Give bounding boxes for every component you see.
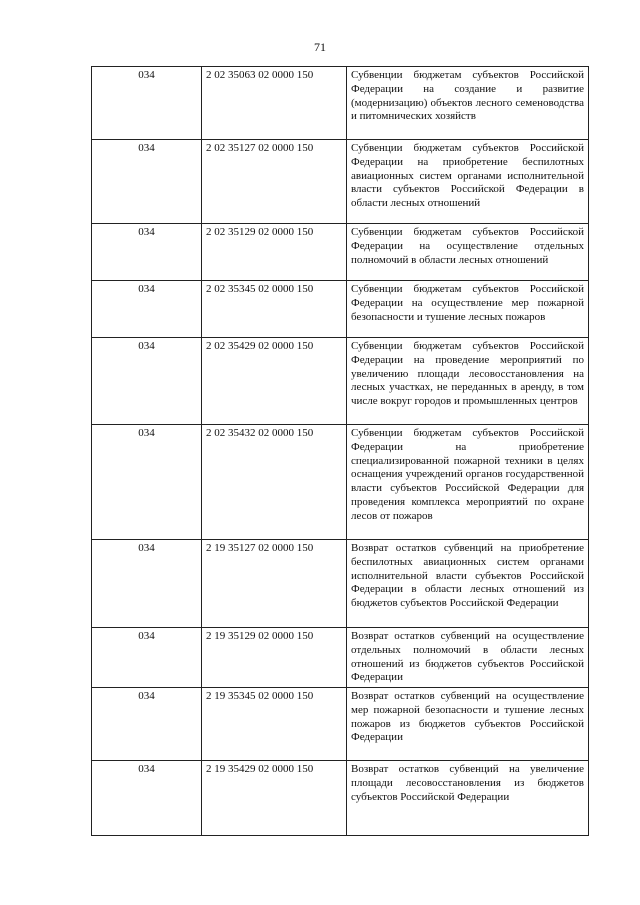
revenue-name-cell: Субвенции бюджетам субъектов Российской Федерации на приобретение специализированной пожарной техники в целях оснащения учреждений органов государственной власти субъектов Российской Федерации для проведения комплекса мероприятий по охране лесов от пожаров <box>347 425 589 540</box>
revenue-name-cell: Субвенции бюджетам субъектов Российской Федерации на создание и развитие (модернизацию) объектов лесного семеноводства и питомнических хозяйств <box>347 67 589 140</box>
revenue-name-cell: Субвенции бюджетам субъектов Российской Федерации на осуществление отдельных полномочий в области лесных отношений <box>347 224 589 281</box>
table-body <box>92 67 589 836</box>
revenue-name-cell: Возврат остатков субвенций на увеличение площади лесовосстановления из бюджетов субъектов Российской Федерации <box>347 761 589 836</box>
admin-code-cell: 034 <box>92 67 202 140</box>
budget-code-cell: 2 19 35127 02 0000 150 <box>202 540 347 628</box>
table-row <box>92 425 589 540</box>
revenue-name-cell: Субвенции бюджетам субъектов Российской Федерации на проведение мероприятий по увеличению площади лесовосстановления на лесных участках, не переданных в аренду, в том числе вокруг городов и промышленных центров <box>347 338 589 425</box>
admin-code-cell: 034 <box>92 140 202 224</box>
budget-classification-table <box>91 66 589 836</box>
table-row <box>92 67 589 140</box>
admin-code-cell: 034 <box>92 688 202 761</box>
admin-code-cell: 034 <box>92 338 202 425</box>
table-row <box>92 140 589 224</box>
revenue-name-cell: Субвенции бюджетам субъектов Российской Федерации на приобретение беспилотных авиационных систем органами исполнительной власти субъектов Российской Федерации в области лесных отношений <box>347 140 589 224</box>
budget-code-cell: 2 02 35063 02 0000 150 <box>202 67 347 140</box>
revenue-name-cell: Возврат остатков субвенций на приобретение беспилотных авиационных систем органами исполнительной власти субъектов Российской Федерации в области лесных отношений из бюджетов субъектов Российской Федерации <box>347 540 589 628</box>
table-row <box>92 761 589 836</box>
budget-code-cell: 2 02 35429 02 0000 150 <box>202 338 347 425</box>
admin-code-cell: 034 <box>92 540 202 628</box>
admin-code-cell: 034 <box>92 628 202 688</box>
revenue-name-cell: Возврат остатков субвенций на осуществление мер пожарной безопасности и тушение лесных пожаров из бюджетов субъектов Российской Федерации <box>347 688 589 761</box>
table-row <box>92 628 589 688</box>
table-row <box>92 338 589 425</box>
budget-code-cell: 2 19 35345 02 0000 150 <box>202 688 347 761</box>
budget-code-cell: 2 19 35429 02 0000 150 <box>202 761 347 836</box>
budget-code-cell: 2 02 35432 02 0000 150 <box>202 425 347 540</box>
budget-code-cell: 2 02 35129 02 0000 150 <box>202 224 347 281</box>
revenue-name-cell: Возврат остатков субвенций на осуществление отдельных полномочий в области лесных отношений из бюджетов субъектов Российской Федерации <box>347 628 589 688</box>
budget-code-cell: 2 19 35129 02 0000 150 <box>202 628 347 688</box>
admin-code-cell: 034 <box>92 425 202 540</box>
budget-code-cell: 2 02 35127 02 0000 150 <box>202 140 347 224</box>
table-row <box>92 224 589 281</box>
budget-code-cell: 2 02 35345 02 0000 150 <box>202 281 347 338</box>
revenue-name-cell: Субвенции бюджетам субъектов Российской Федерации на осуществление мер пожарной безопасности и тушение лесных пожаров <box>347 281 589 338</box>
page-number: 71 <box>314 40 326 54</box>
table-row <box>92 540 589 628</box>
table-row <box>92 688 589 761</box>
admin-code-cell: 034 <box>92 281 202 338</box>
admin-code-cell: 034 <box>92 224 202 281</box>
table-row <box>92 281 589 338</box>
admin-code-cell: 034 <box>92 761 202 836</box>
